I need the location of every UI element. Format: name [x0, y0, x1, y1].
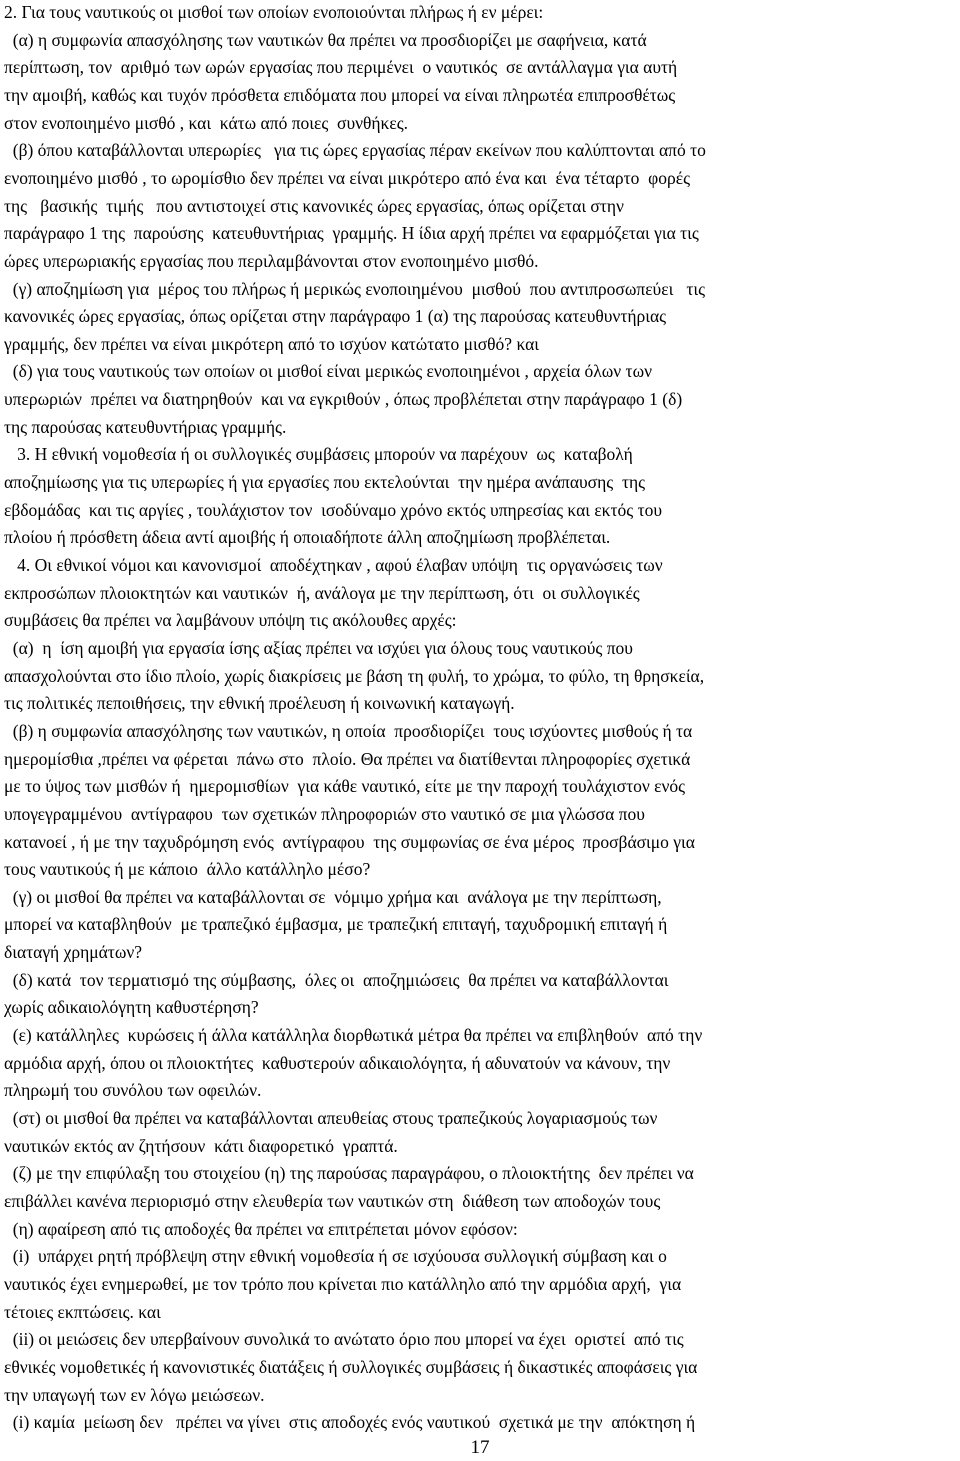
text-line: ναυτικών εκτός αν ζητήσουν κάτι διαφορετικό γραπτά.	[4, 1135, 398, 1156]
text-line: 4. Οι εθνικοί νόμοι και κανονισμοί αποδέχτηκαν , αφού έλαβαν υπόψη τις οργανώσεις των	[4, 555, 663, 575]
text-line: επιβάλλει κανένα περιορισμό στην ελευθερία των ναυτικών στη διάθεση των αποδοχών τους	[4, 1191, 661, 1211]
text-line: ναυτικός έχει ενημερωθεί, με τον τρόπο που κρίνεται πιο κατάλληλο από την αρμόδια αρχή, για	[4, 1273, 682, 1294]
text-line: χωρίς αδικαιολόγητη καθυστέρηση?	[4, 997, 259, 1018]
text-line: 3. Η εθνική νομοθεσία ή οι συλλογικές συμβάσεις μπορούν να παρέχουν ως καταβολή	[4, 444, 633, 465]
text-line: 2. Για τους ναυτικούς οι μισθοί των οποίων ενοποιούνται πλήρως ή εν μέρει:	[4, 2, 544, 22]
text-line: εβδομάδας και τις αργίες , τουλάχιστον τον ισοδύναμο χρόνο εκτός υπηρεσίας και εκτός του	[4, 499, 663, 520]
text-line: πλοίου ή πρόσθετη άδεια αντί αμοιβής ή οποιαδήποτε άλλη αποζημίωση προβλέπεται.	[4, 527, 611, 548]
text-line: (β) όπου καταβάλλονται υπερωρίες για τις ώρες εργασίας πέραν εκείνων που καλύπτονται από το	[4, 140, 706, 161]
text-line: κατανοεί , ή με την ταχυδρόμηση ενός αντίγραφου της συμφωνίας σε ένα μέρος προσβάσιμο για	[4, 831, 695, 852]
text-line: ενοποιημένο μισθό , το ωρομίσθιο δεν πρέπει να είναι μικρότερο από ένα και ένα τέταρτο φορές	[4, 167, 691, 188]
text-line: (i) καμία μείωση δεν πρέπει να γίνει στις αποδοχές ενός ναυτικού σχετικά με την απόκτηση ή	[4, 1412, 696, 1433]
text-line: (γ) αποζημίωση για μέρος του πλήρως ή μερικώς ενοποιημένου μισθού που αντιπροσωπεύει τις	[4, 278, 706, 299]
text-line: τους ναυτικούς ή με κάποιο άλλο κατάλληλο μέσο?	[4, 859, 371, 880]
text-line: στον ενοποιημένο μισθό , και κάτω από ποιες συνθήκες.	[4, 112, 409, 133]
text-line: την αμοιβή, καθώς και τυχόν πρόσθετα επιδόματα που μπορεί να είναι πληρωτέα επιπροσθέτως	[4, 84, 676, 105]
text-line: (ε) κατάλληλες κυρώσεις ή άλλα κατάλληλα διορθωτικά μέτρα θα πρέπει να επιβληθούν από την	[4, 1025, 703, 1045]
text-line: αποζημίωσης για τις υπερωρίες ή για εργασίες που εκτελούνται την ημέρα ανάπαυσης της	[4, 472, 646, 492]
text-line: συμβάσεις θα πρέπει να λαμβάνουν υπόψη τις ακόλουθες αρχές:	[4, 610, 457, 631]
text-line: υπογεγραμμένου αντίγραφου των σχετικών πληροφοριών στο ναυτικό σε μια γλώσσα που	[4, 803, 645, 824]
text-line: της παρούσας κατευθυντήριας γραμμής.	[4, 416, 287, 437]
text-line: αρμόδια αρχή, όπου οι πλοιοκτήτες καθυστερούν αδικαιολόγητα, ή αδυνατούν να κάνουν, την	[4, 1052, 671, 1073]
text-line: (α) η ίση αμοιβή για εργασία ίσης αξίας πρέπει να ισχύει για όλους τους ναυτικούς που	[4, 637, 633, 658]
text-line: διαταγή χρημάτων?	[4, 942, 143, 963]
text-line: πληρωμή του συνόλου των οφειλών.	[4, 1080, 262, 1101]
text-line: τέτοιες εκπτώσεις. και	[4, 1301, 161, 1322]
text-line: κανονικές ώρες εργασίας, όπως ορίζεται στην παράγραφο 1 (α) της παρούσας κατευθυντήριας	[4, 306, 667, 327]
text-line: (ζ) με την επιφύλαξη του στοιχείου (η) της παρούσας παραγράφου, ο πλοιοκτήτης δεν πρέπει να	[4, 1163, 694, 1184]
text-line: (δ) για τους ναυτικούς των οποίων οι μισθοί είναι μερικώς ενοποιημένοι , αρχεία όλων των	[4, 361, 653, 382]
text-line: παράγραφο 1 της παρούσης κατευθυντήριας γραμμής. Η ίδια αρχή πρέπει να εφαρμόζεται για τις	[4, 223, 699, 244]
text-line: την υπαγωγή των εν λόγω μειώσεων.	[4, 1384, 265, 1405]
text-line: (γ) οι μισθοί θα πρέπει να καταβάλλονται σε νόμιμο χρήμα και ανάλογα με την περίπτωση,	[4, 886, 662, 907]
text-line: της βασικής τιμής που αντιστοιχεί στις κανονικές ώρες εργασίας, όπως ορίζεται στην	[4, 195, 624, 216]
text-line: (ii) οι μειώσεις δεν υπερβαίνουν συνολικά το ανώτατο όριο που μπορεί να έχει οριστεί από τις	[4, 1329, 684, 1350]
text-line: (δ) κατά τον τερματισμό της σύμβασης, όλες οι αποζημιώσεις θα πρέπει να καταβάλλονται	[4, 969, 669, 990]
text-line: γραμμής, δεν πρέπει να είναι μικρότερη από το ισχύον κατώτατο μισθό? και	[4, 333, 539, 354]
text-line: υπερωριών πρέπει να διατηρηθούν και να εγκριθούν , όπως προβλέπεται στην παράγραφο 1 (δ)	[4, 389, 683, 410]
text-line: (η) αφαίρεση από τις αποδοχές θα πρέπει να επιτρέπεται μόνον εφόσον:	[4, 1218, 518, 1239]
text-line: με το ύψος των μισθών ή ημερομισθίων για κάθε ναυτικό, είτε με την παροχή τουλάχιστον ενός	[4, 776, 686, 797]
text-line: (β) η συμφωνία απασχόλησης των ναυτικών, η οποία προσδιορίζει τους ισχύοντες μισθούς ή τα	[4, 720, 693, 741]
text-line: (α) η συμφωνία απασχόλησης των ναυτικών θα πρέπει να προσδιορίζει με σαφήνεια, κατά	[4, 29, 647, 50]
text-line: περίπτωση, τον αριθμό των ωρών εργασίας που περιμένει ο ναυτικός σε αντάλλαγμα για αυτή	[4, 57, 678, 78]
text-line: εκπροσώπων πλοιοκτητών και ναυτικών ή, ανάλογα με την περίπτωση, ότι οι συλλογικές	[4, 582, 640, 603]
text-line: μπορεί να καταβληθούν με τραπεζικό έμβασμα, με τραπεζική επιταγή, ταχυδρομική επιταγή ή	[4, 914, 668, 935]
text-line: (στ) οι μισθοί θα πρέπει να καταβάλλονται απευθείας στους τραπεζικούς λογαριασμούς των	[4, 1108, 658, 1128]
page-number: 17	[470, 1437, 490, 1458]
text-line: τις πολιτικές πεποιθήσεις, την εθνική προέλευση ή κοινωνική καταγωγή.	[4, 693, 515, 714]
text-line: (i) υπάρχει ρητή πρόβλεψη στην εθνική νομοθεσία ή σε ισχύουσα συλλογική σύμβαση και ο	[4, 1246, 667, 1267]
text-line: ώρες υπερωριακής εργασίας που περιλαμβάνονται στον ενοποιημένο μισθό.	[4, 250, 539, 271]
text-line: ημερομίσθια ,πρέπει να φέρεται πάνω στο πλοίο. Θα πρέπει να διατίθενται πληροφορίες σχετικά	[4, 748, 691, 769]
text-line: απασχολούνται στο ίδιο πλοίο, χωρίς διακρίσεις με βάση τη φυλή, το χρώμα, το φύλο, τη θρησκεία,	[4, 665, 705, 686]
text-line: εθνικές νομοθετικές ή κανονιστικές διατάξεις ή συλλογικές συμβάσεις ή δικαστικές αποφάσεις για	[4, 1356, 698, 1377]
